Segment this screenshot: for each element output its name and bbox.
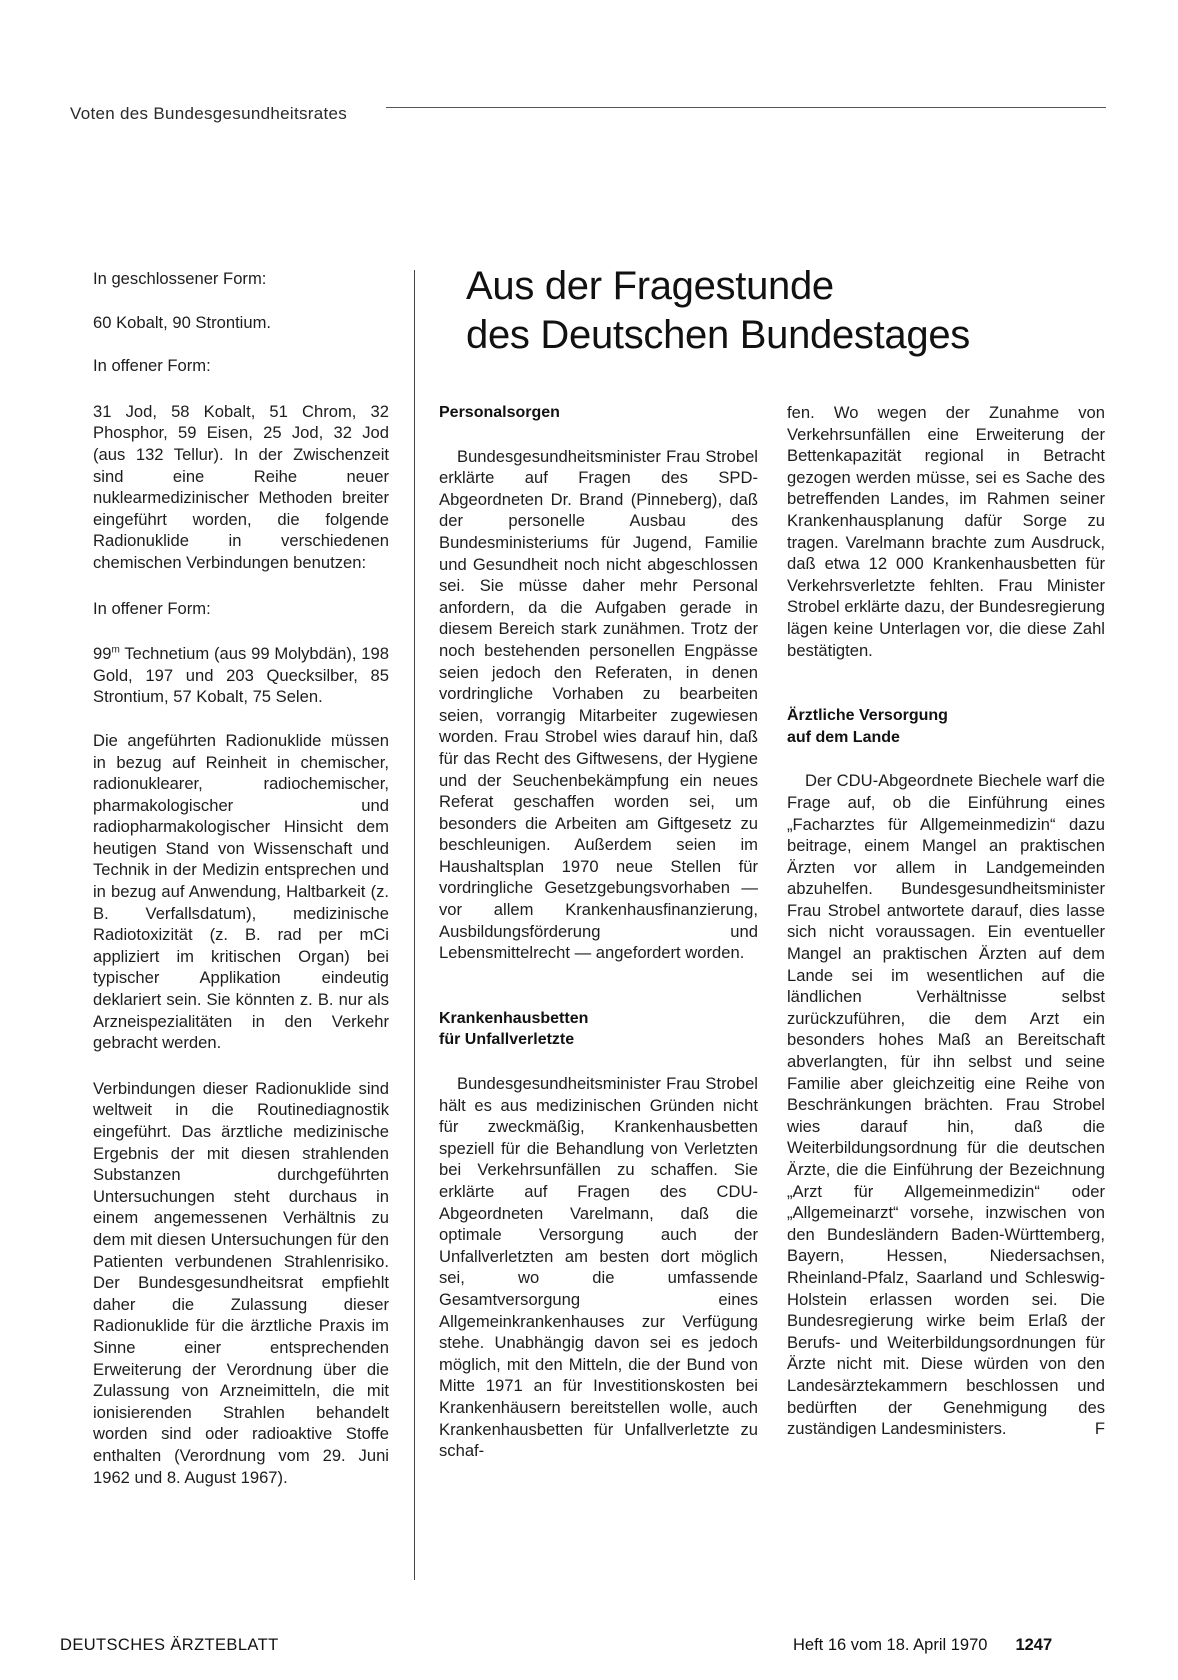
isotope-superscript: m: [111, 644, 120, 656]
article-title: [466, 262, 970, 360]
paragraph: In offener Form:: [93, 598, 211, 618]
paragraph-text: Technetium (aus 99 Molybdän), 198 Gold, 197 und 203 Quecksilber, 85 Strontium, 57 Kobalt, 75 Selen.: [93, 644, 389, 707]
paragraph: In geschlossener Form:: [93, 269, 267, 288]
running-head: Voten des Bundesgesundheitsrates: [70, 104, 348, 123]
section-heading-line: für Unfallverletzte: [439, 1031, 575, 1049]
footer-journal: DEUTSCHES ÄRZTEBLATT: [60, 1636, 279, 1654]
page-number: 1247: [1015, 1636, 1053, 1654]
section-heading-line: Krankenhausbetten: [439, 1009, 589, 1027]
section-heading: [787, 705, 1105, 748]
section-heading-line: auf dem Lande: [787, 728, 900, 746]
article-title-line: Aus der Fragestunde: [466, 264, 834, 308]
paragraph: Der CDU-Abgeordnete Biechele warf die Frage auf, ob die Einführung eines „Facharztes für Allgemeinmedizin“ dazu beitrage, einem Mangel an praktischen Ärzten vor allem in Landgemeinden abzuhelfen. Bundesgesundheitsminister Frau Strobel antwortete darauf, dies lasse sich nicht voraussagen. Ein eventueller Mangel an praktischen Ärzten auf dem Lande sei im wesentlichen auf die ländlichen Verhältnisse selbst zurückzuführen, die dem Arzt ein besonders hohes Maß an Bereitschaft abverlangten, für ihn selbst und seine Familie aber gleichzeitig eine Reihe von Beschränkungen brächten. Frau Strobel wies darauf hin, daß die Weiterbildungsordnung für die deutschen Ärzte, die die Einführung der Bezeichnung „Arzt für Allgemeinmedizin“ oder „Allgemeinarzt“ vorsehe, inzwischen von den Bundesländern Baden-Württemberg, Bayern, Hessen, Niedersachsen, Rheinland-Pfalz, Saarland und Schleswig-Holstein erlassen worden sei. Die Bundesregierung wirke beim Erlaß der Berufs- und Weiterbildungsordnungen für Ärzte nicht mit. Diese würden von den Landesärztekammern beschlossen und bedürften der Genehmigung des zuständigen Landesministers.: [787, 771, 1105, 1439]
isotope-number: 99: [93, 644, 112, 664]
footer-issue: [793, 1636, 1052, 1655]
end-mark: F: [1094, 1419, 1105, 1439]
section-heading-line: Ärztliche Versorgung: [787, 707, 948, 725]
issue-date: Heft 16 vom 18. April 1970: [793, 1636, 988, 1654]
paragraph: Die angeführten Radionuklide müssen in bezug auf Reinheit in chemischer, radionuklearer, radiochemischer, pharmakologischer und radiopharmakologischer Hinsicht dem heutigen Stand von Wissenschaft und Technik in der Medizin entsprechen und in bezug auf Anwendung, Haltbarkeit (z. B. Verfallsdatum), medizinische Radiotoxizität (z. B. rad per mCi appliziert im kritischen Organ) bei typischer Applikation eindeutig deklariert sein. Sie könnten z. B. nur als Arzneispezialitäten in den Verkehr gebracht werden.: [93, 730, 389, 1053]
paragraph: Verbindungen dieser Radionuklide sind weltweit in die Routinediagnostik eingeführt. Das ärztliche medizinische Ergebnis der mit diesen strahlenden Substanzen durchgeführten Untersuchungen steht durchaus in einem angemessenen Verhältnis zu dem mit diesen Untersuchungen für den Patienten verbundenen Strahlenrisiko. Der Bundesgesundheitsrat empfiehlt daher die Zulassung dieser Radionuklide für die ärztliche Praxis im Sinne einer entsprechenden Erweiterung der Verordnung über die Zulassung von Arzneimitteln, die mit ionisierenden Strahlen behandelt worden sind oder radioaktive Stoffe enthalten (Verordnung vom 29. Juni 1962 und 8. August 1967).: [93, 1078, 389, 1487]
column-right: [787, 402, 1105, 1440]
column-left: [93, 268, 389, 1488]
paragraph: Bundesgesundheitsminister Frau Strobel erklärte auf Fragen des SPD-Abgeordneten Dr. Brand (Pinneberg), daß der personelle Ausbau des Bundesministeriums für Jugend, Familie und Gesundheit noch nicht abgeschlossen sei. Sie müsse daher mehr Personal anfordern, da die Aufgaben gerade in diesem Bereich stark zunähmen. Trotz der noch bestehenden personellen Engpässe seien jedoch den Referaten, in denen vordringliche Vorhaben zu bearbeiten seien, vorrangig Mitarbeiter zugewiesen worden. Frau Strobel wies darauf hin, daß für das Recht des Giftwesens, der Hygiene und der Seuchenbekämpfung ein neues Referat geschaffen worden sei, um besonders die Arbeiten am Giftgesetz zu beschleunigen. Außerdem seien im Haushaltsplan 1970 neue Stellen für vordringliche Gesetzgebungsvorhaben — vor allem Krankenhausfinanzierung, Ausbildungsförderung und Lebensmittelrecht — angefordert worden.: [439, 446, 758, 963]
section-heading: [439, 1008, 758, 1051]
article-title-line: des Deutschen Bundestages: [466, 313, 970, 357]
column-middle: [439, 402, 758, 1462]
column-rule: [414, 270, 415, 1580]
paragraph: fen. Wo wegen der Zunahme von Verkehrsunfällen eine Erweiterung der Bettenkapazität regional in Betracht gezogen werden müsse, sei es Sache des betreffenden Landes, im Rahmen seiner Krankenhausplanung dafür Sorge zu tragen. Varelmann brachte zum Ausdruck, daß etwa 12 000 Krankenhausbetten für Verkehrsverletzte fehlten. Frau Minister Strobel erklärte dazu, der Bundesregierung lägen keine Unterlagen vor, die diese Zahl bestätigten.: [787, 403, 1105, 660]
paragraph: Bundesgesundheitsminister Frau Strobel hält es aus medizinischen Gründen nicht für zweckmäßig, Krankenhausbetten speziell für die Behandlung von Verletzten bei Verkehrsunfällen zu schaffen. Sie erklärte auf Fragen des CDU-Abgeordneten Varelmann, daß die optimale Versorgung auch der Unfallverletzten am besten dort möglich sei, wo die umfassende Gesamtversorgung eines Allgemeinkrankenhauses zur Verfügung stehe. Unabhängig davon sei es jedoch möglich, mit den Mitteln, die der Bund von Mitte 1971 an für Investitionskosten bei Krankenhäusern bereitstellen wolle, auch Krankenhausbetten für Unfallverletzte zu schaf-: [439, 1074, 758, 1461]
header-rule: [386, 107, 1106, 108]
paragraph: In offener Form:: [93, 356, 211, 376]
section-heading: Personalsorgen: [439, 404, 560, 421]
paragraph: 31 Jod, 58 Kobalt, 51 Chrom, 32 Phosphor, 59 Eisen, 25 Jod, 32 Jod (aus 132 Tellur). In der Zwischenzeit sind eine Reihe neuer nuklearmedizinischer Methoden breiter eingeführt worden, die folgende Radionuklide in verschiedenen chemischen Verbindungen benutzen:: [93, 401, 389, 572]
paragraph: 60 Kobalt, 90 Strontium.: [93, 312, 272, 332]
paragraph: [93, 643, 389, 708]
